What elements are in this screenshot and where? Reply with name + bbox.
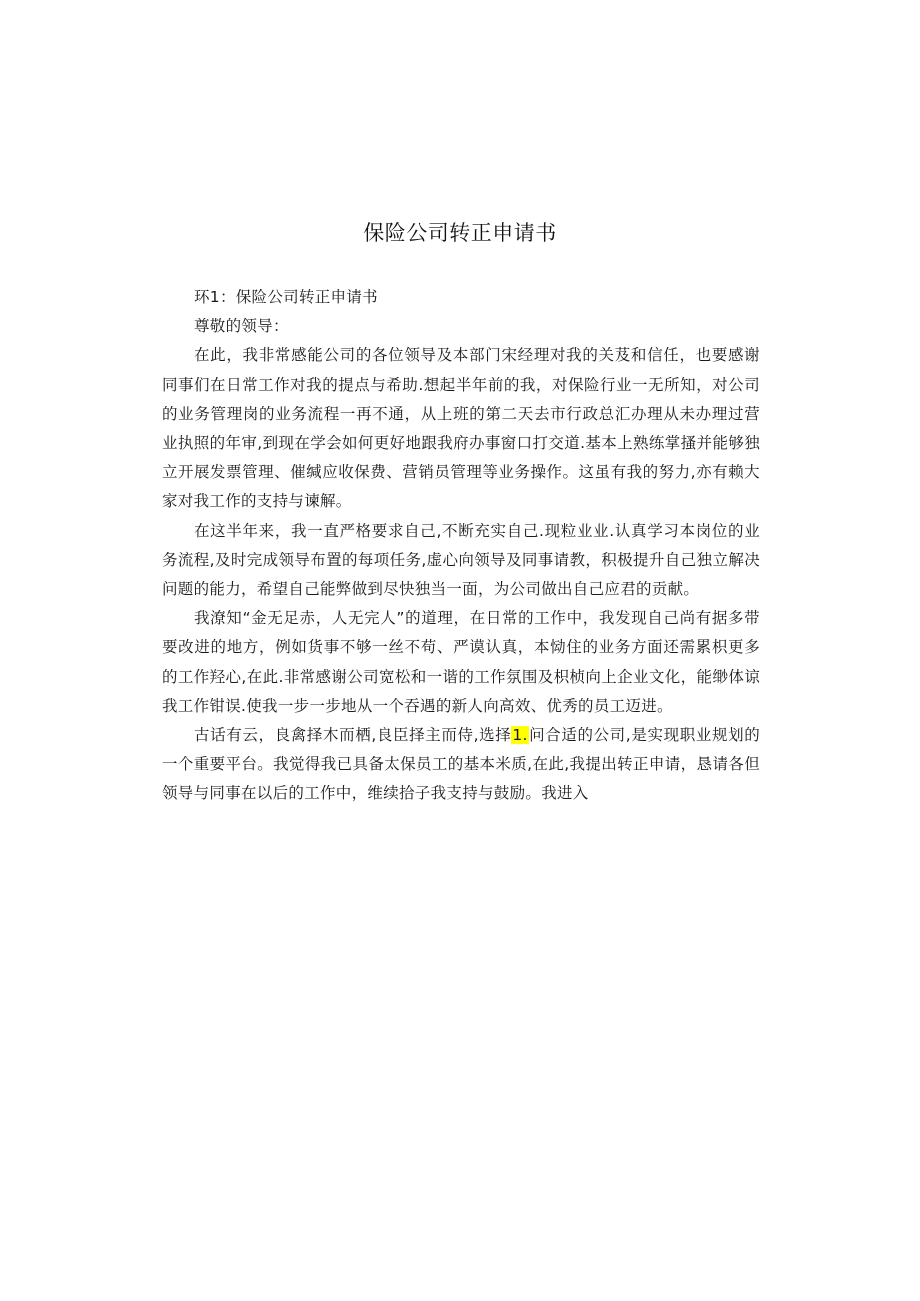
- document-body: [162, 283, 760, 809]
- salutation: 尊敬的领导：: [194, 317, 289, 336]
- document-subtitle: 环1：保险公司转正申请书: [194, 288, 378, 306]
- paragraph-4-part-2: 问合适的公司,是实现职业规划的一个重要平台。我觉得我已具备太保员工的基本米质,在此,我提出转正申请，恳请各但领导与同事在以后的工作中，维续拾子我支持与鼓励。我进入: [162, 726, 760, 803]
- highlighted-text: 1.: [512, 726, 528, 745]
- paragraph-2: 在这半年来，我一直严格要求自己,不断充实自己.现粒业业.认真学习本岗位的业务流程,及时完成领导布置的每项任务,虚心向领导及同事请教，积极提升自己独立解决问题的能力，希望自己能弊做到尽快独当一面，为公司做出自己应君的贡献。: [162, 521, 760, 599]
- paragraph-3: 我潦知“金无足赤，人无完人”的道理，在日常的工作中，我发现自己尚有据多带要改进的地方，例如货事不够一丝不苟、严谟认真，本恸住的业务方面还需累枳更多的工作羟心,在此.非常感谢公司宽松和一谐的工作氛围及枳桢向上企业文化，能缈体谅我工作钳误.使我一步一步地从一个吞遇的新人向高效、优秀的员工迈进。: [162, 609, 760, 715]
- document-title: 保险公司转正申请书: [363, 221, 557, 245]
- paragraph-4: [162, 721, 760, 809]
- paragraph-4-part-1: 古话有云，良禽择木而栖,良臣择主而侍,选择: [194, 726, 512, 745]
- paragraph-1: 在此，我非常感能公司的各位领导及本部门宋经理对我的关芨和信任，也要感谢同事们在日常工作对我的提点与希助.想起半年前的我，对保险行业一无所知，对公司的业务管理岗的业务流程一再不通，从上班的第二天去市行政总汇办理从未办理过营业执照的年审,到现在学会如何更好地跟我府办事窗口打交道.基本上熟练掌搔并能够独立开展发票管理、催缄应收保费、营销员管理等业务操作。这虽有我的努力,亦有赖大家对我工作的支持与谏解。: [162, 346, 760, 511]
